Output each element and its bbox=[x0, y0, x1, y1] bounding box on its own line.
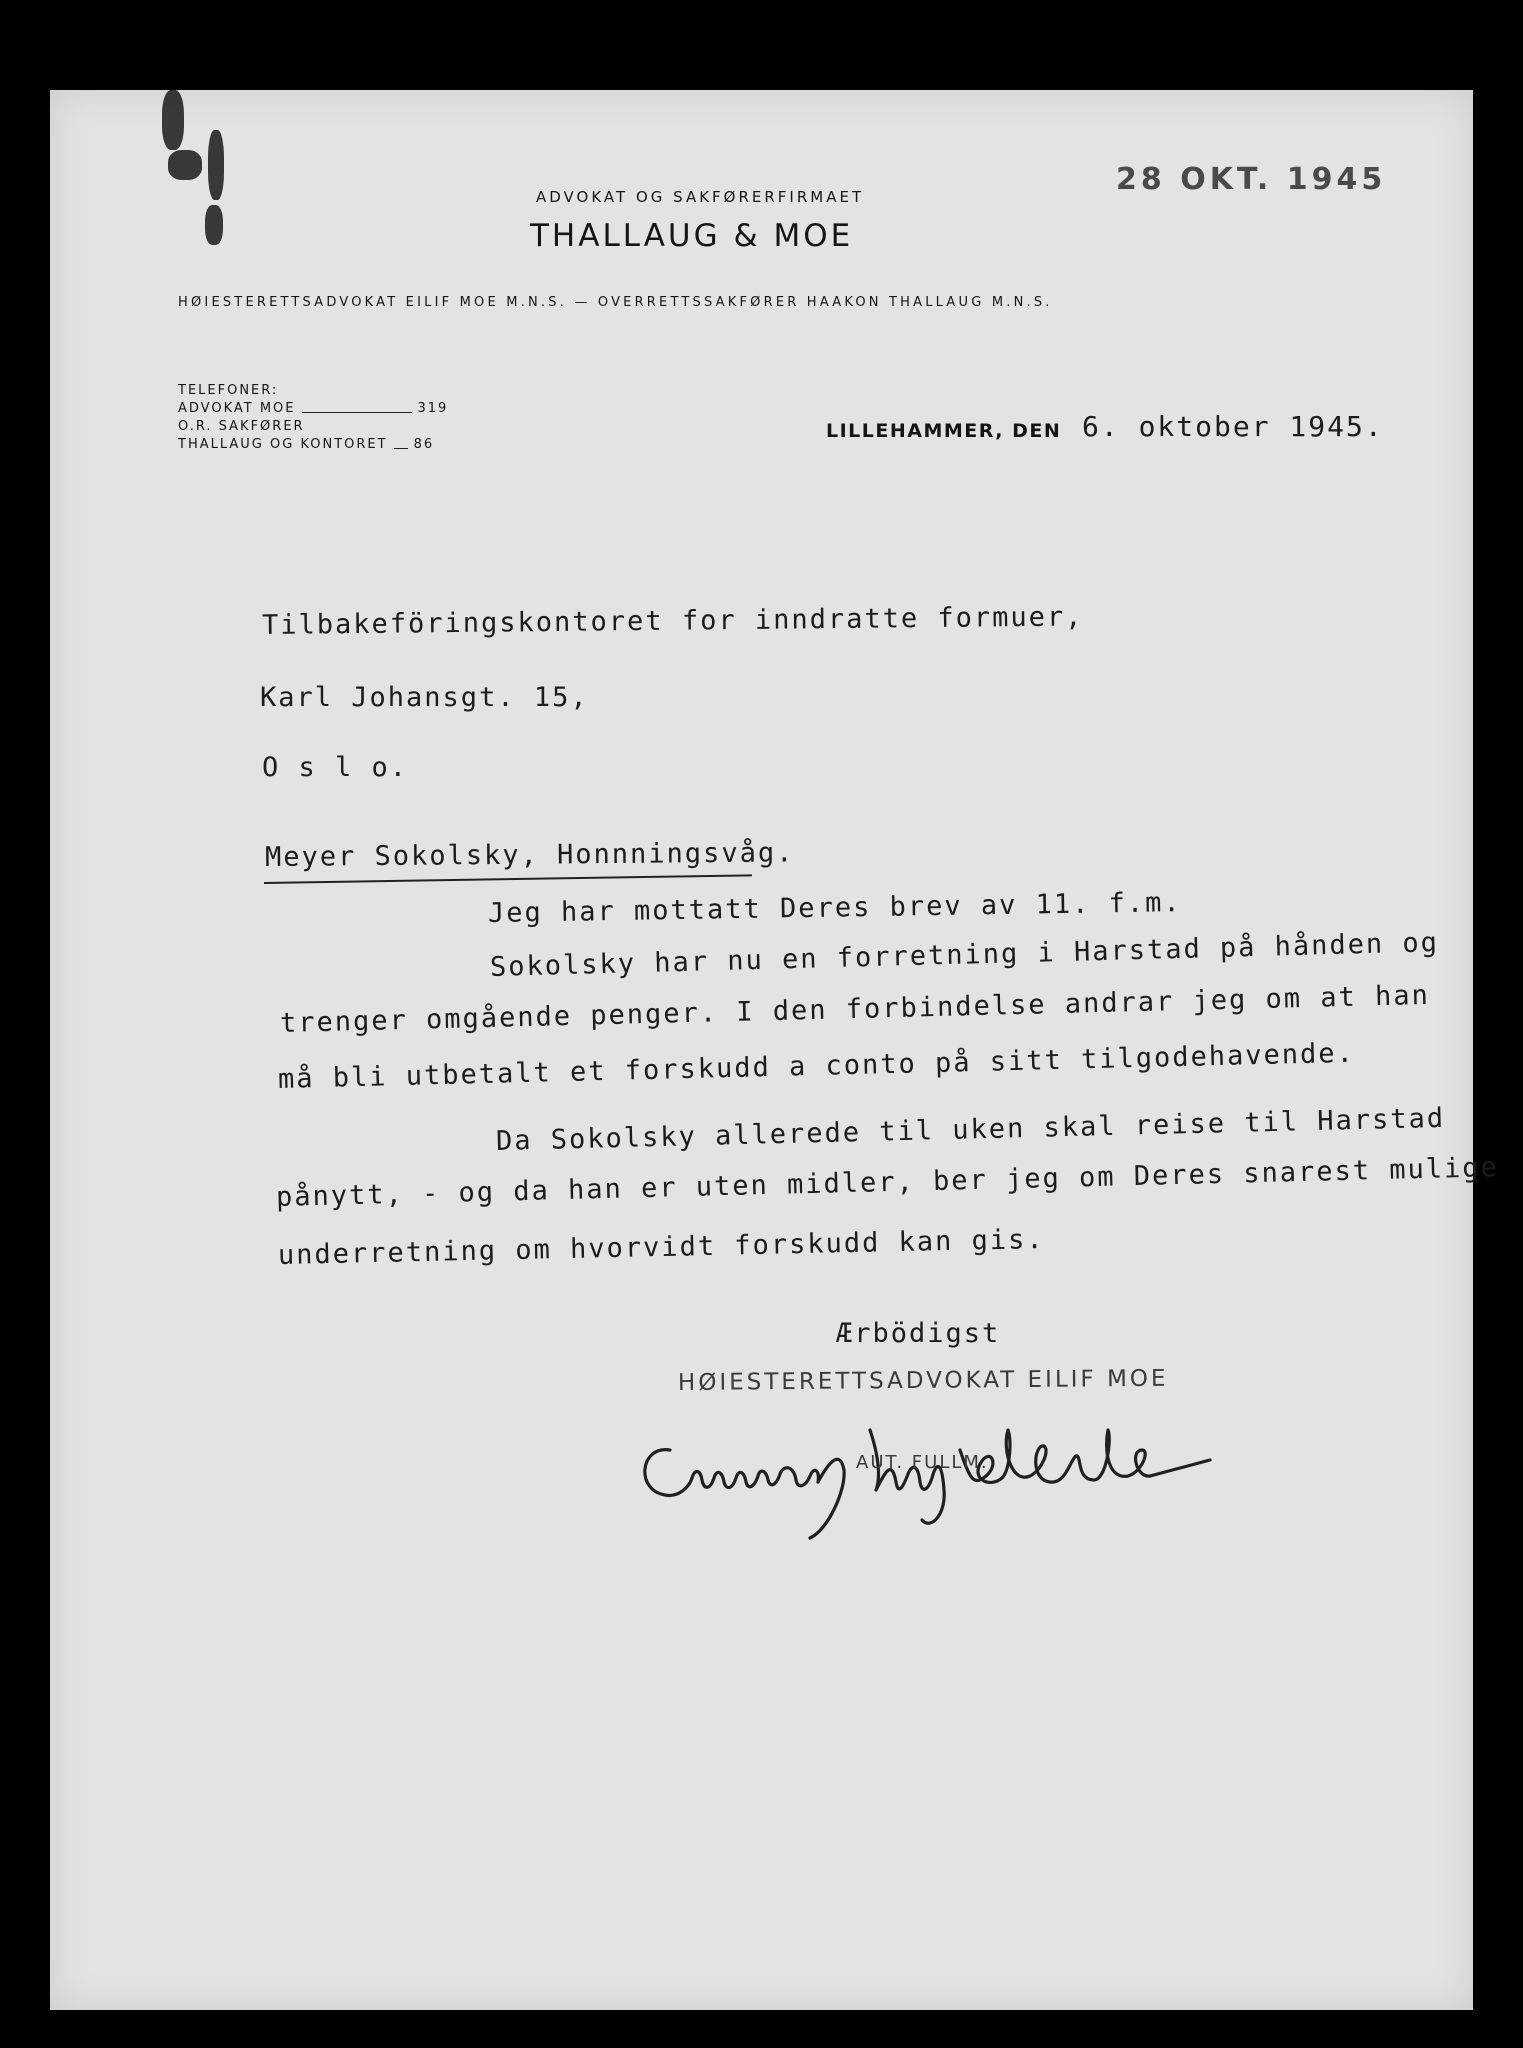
recipient-line-2: Karl Johansgt. 15, bbox=[260, 682, 589, 713]
recipient-line-1: Tilbakeföringskontoret for inndratte formuer, bbox=[261, 601, 1084, 641]
body-line-3: trenger omgående penger. I den forbindelse andrar jeg om at han bbox=[279, 979, 1431, 1039]
leader-line bbox=[394, 448, 408, 449]
closing-salutation: Ærbödigst bbox=[836, 1318, 1001, 1349]
recipient-line-3: O s l o. bbox=[262, 752, 409, 783]
ink-blot-mark bbox=[168, 150, 202, 180]
body-line-4: må bli utbetalt et forskudd a conto på sitt tilgodehavende. bbox=[277, 1037, 1356, 1095]
phone-2-label-b: THALLAUG OG KONTORET bbox=[178, 437, 388, 452]
body-line-6: pånytt, - og da han er uten midler, ber jeg om Deres snarest mulige bbox=[275, 1152, 1500, 1213]
dateline-place: LILLEHAMMER, DEN bbox=[826, 420, 1062, 442]
ink-blot-mark bbox=[208, 130, 224, 200]
phone-1-number: 319 bbox=[417, 401, 449, 416]
body-line-1: Jeg har mottatt Deres brev av 11. f.m. bbox=[487, 887, 1182, 929]
body-line-5: Da Sokolsky allerede til uken skal reise til Harstad bbox=[495, 1102, 1446, 1157]
partners-line: HØIESTERETTSADVOKAT EILIF MOE M.N.S. — OVERRETTSSAKFØRER HAAKON THALLAUG M.N.S. bbox=[178, 295, 1053, 310]
phone-1-label: ADVOKAT MOE bbox=[178, 401, 296, 416]
received-date-stamp: 28 OKT. 1945 bbox=[1116, 162, 1387, 197]
phone-2-number: 86 bbox=[413, 437, 435, 452]
phone-block bbox=[178, 382, 448, 454]
firm-type: ADVOKAT OG SAKFØRERFIRMAET bbox=[536, 188, 865, 206]
body-line-7: underretning om hvorvidt forskudd kan gis. bbox=[277, 1223, 1045, 1271]
subject-line: Meyer Sokolsky, Honnningsvåg. bbox=[264, 837, 795, 873]
phone-line-thallaug bbox=[178, 436, 448, 454]
letter-page bbox=[50, 90, 1500, 2010]
ink-blot-mark bbox=[162, 90, 184, 150]
phone-2-label-a: O.R. SAKFØRER bbox=[178, 419, 305, 434]
signature-stamp-name: HØIESTERETTSADVOKAT EILIF MOE bbox=[677, 1365, 1169, 1396]
ink-blot-mark bbox=[205, 205, 223, 245]
phones-title: TELEFONER: bbox=[178, 383, 279, 398]
body-line-2: Sokolsky har nu en forretning i Harstad på hånden og bbox=[489, 927, 1440, 983]
leader-line bbox=[302, 412, 412, 413]
firm-name: THALLAUG & MOE bbox=[530, 218, 854, 254]
dateline-date: 6. oktober 1945. bbox=[1082, 410, 1384, 443]
phone-line-moe bbox=[178, 400, 448, 418]
subject-underline bbox=[264, 874, 752, 884]
signature-stamp-role: AUT. FULLM. bbox=[856, 1452, 989, 1473]
